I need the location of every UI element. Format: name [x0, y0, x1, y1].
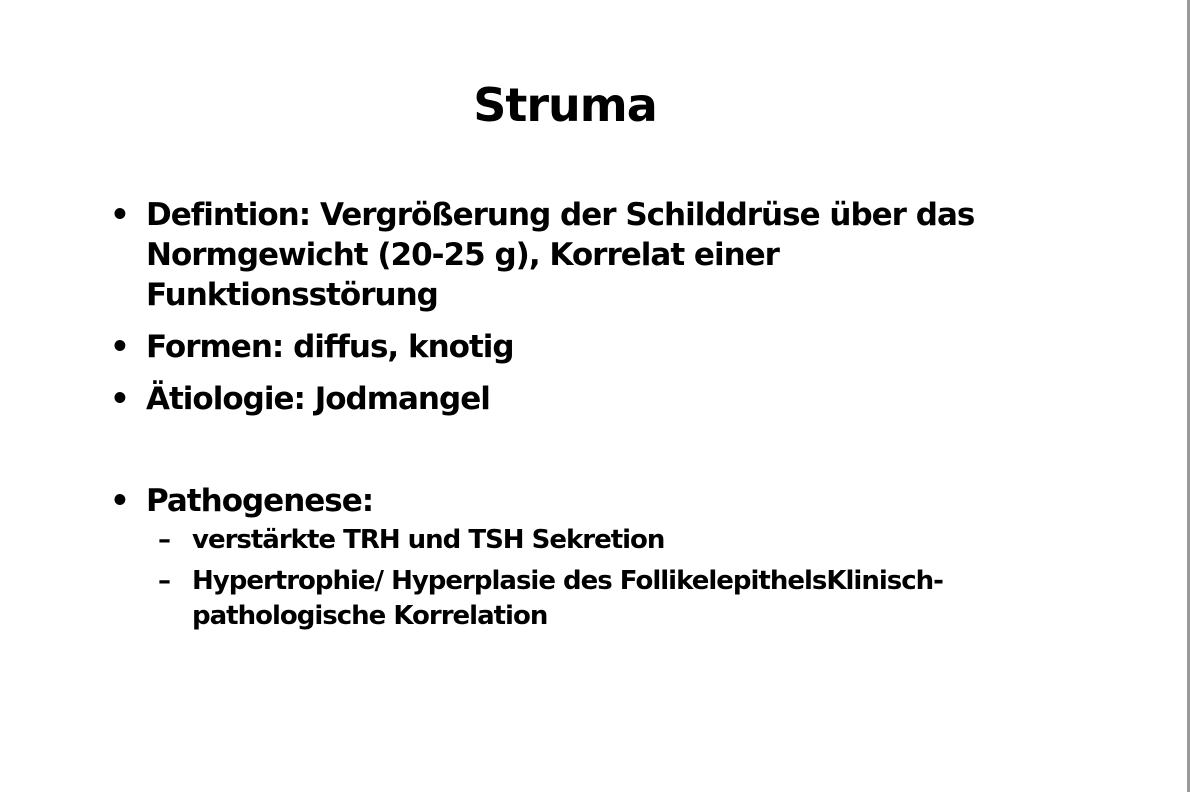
- bullet-marker: •: [110, 197, 129, 233]
- bullet-definition: [110, 195, 1010, 315]
- sub-bullet-marker: –: [158, 525, 170, 555]
- slide-right-border: [1187, 0, 1190, 792]
- bullet-marker: •: [110, 329, 129, 365]
- bullet-pathogenese: [110, 481, 1010, 634]
- sub-bullet-marker: –: [158, 566, 170, 596]
- sub-bullet-hypertrophie: [146, 564, 1010, 634]
- bullet-aetiologie: [110, 379, 1010, 419]
- bullet-list: [110, 195, 1010, 646]
- bullet-formen: [110, 327, 1010, 367]
- bullet-text: Ätiologie: Jodmangel: [146, 381, 490, 417]
- slide-title: Struma: [473, 78, 657, 132]
- sub-bullet-text: verstärkte TRH und TSH Sekretion: [192, 525, 665, 555]
- bullet-text: Defintion: Vergrößerung der Schilddrüse über das Normgewicht (20-25 g), Korrelat einer Funktionsstörung: [146, 197, 975, 313]
- bullet-marker: •: [110, 483, 129, 519]
- bullet-text: Pathogenese:: [146, 483, 374, 519]
- sub-bullet-sekretion: [146, 523, 1010, 558]
- sub-bullet-list: [146, 523, 1010, 634]
- bullet-text: Formen: diffus, knotig: [146, 329, 514, 365]
- sub-bullet-text: Hypertrophie/ Hyperplasie des FollikelepithelsKlinisch-pathologische Korrelation: [192, 566, 943, 631]
- bullet-marker: •: [110, 381, 129, 417]
